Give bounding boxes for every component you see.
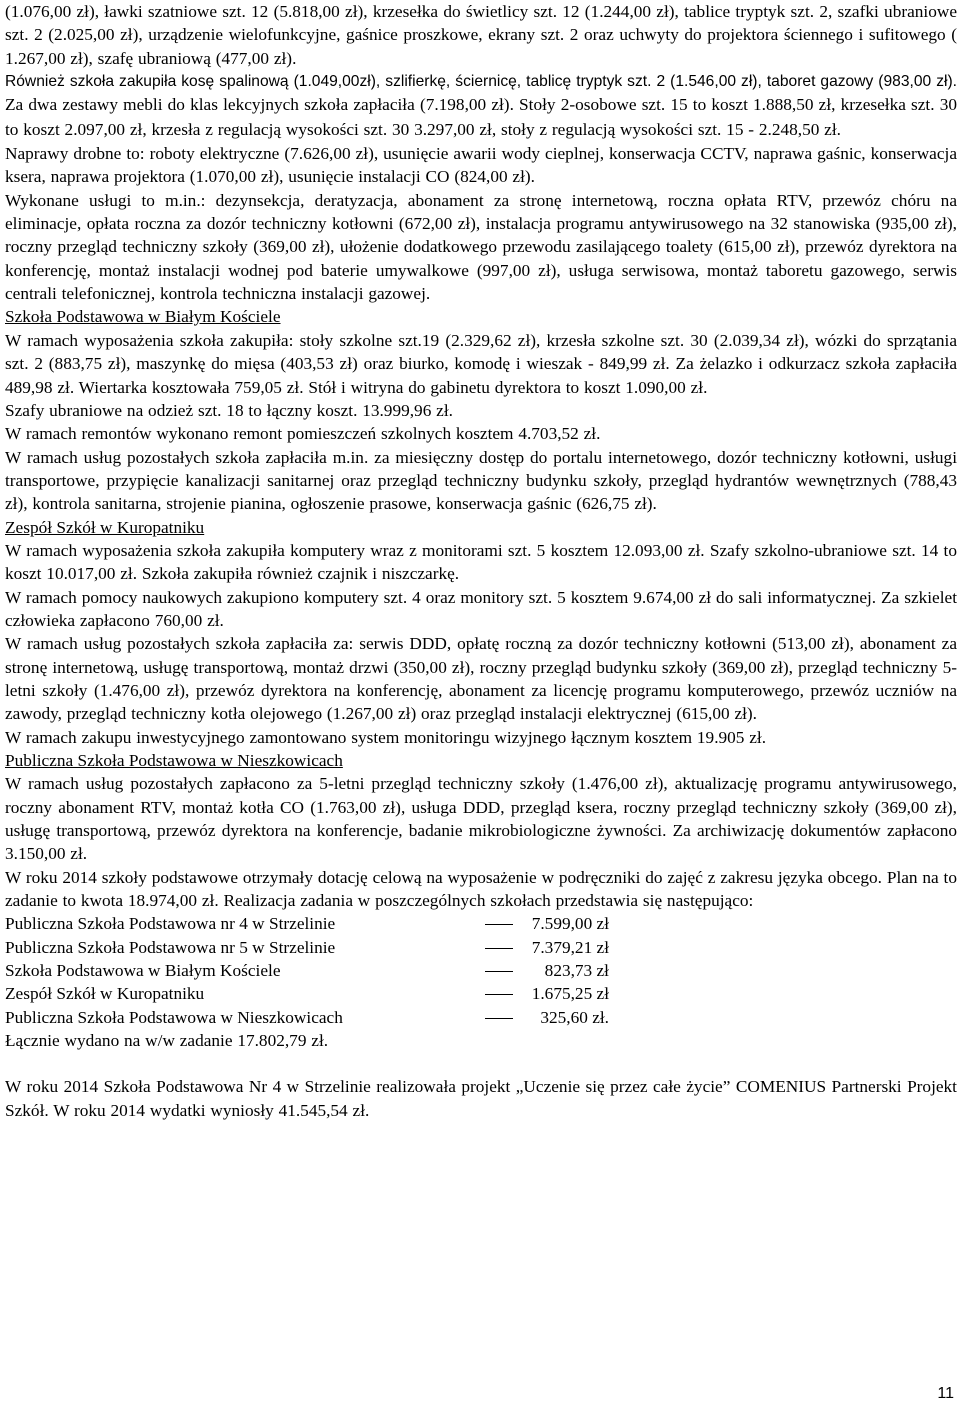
- list-item-name: Publiczna Szkoła Podstawowa w Nieszkowicach: [5, 1007, 343, 1027]
- paragraph-total-spent: Łącznie wydano na w/w zadanie 17.802,79 zł.: [5, 1031, 329, 1051]
- dash: [467, 982, 513, 1005]
- paragraph-bialy-kosciol-renovation: W ramach remontów wykonano remont pomieszczeń szkolnych kosztem 4.703,52 zł.: [5, 424, 601, 444]
- paragraph-comenius-project: W roku 2014 Szkoła Podstawowa Nr 4 w Strzelinie realizowała projekt „Uczenie się przez całe życie” COMENIUS Partnerski Projekt Szkół. W roku 2014 wydatki wyniosły 41.545,54 zł.: [5, 1077, 957, 1120]
- list-item-name: Publiczna Szkoła Podstawowa nr 5 w Strzelinie: [5, 937, 336, 957]
- subsidy-list: [5, 912, 957, 1029]
- paragraph-kuropatnik-services: W ramach usług pozostałych szkoła zapłaciła za: serwis DDD, opłatę roczną za dozór techniczny kotłowni (513,00 zł), abonament za stronę internetową, usługę transportową, montaż drzwi (350,00 zł), roczny przegląd budynku szkoły (369,00 zł), przegląd techniczny 5-letni szkoły (1.476,00 zł), przewóz dyrektora na konferencję, abonament za licencję programu komputerowego, przewóz uczniów na zawody, przegląd techniczny kotła olejowego (1.267,00 zł) oraz przegląd instalacji elektrycznej (615,00 zł).: [5, 634, 957, 724]
- dash: [467, 912, 513, 935]
- spacer: [5, 1052, 957, 1075]
- paragraph-kuropatnik-equipment: W ramach wyposażenia szkoła zakupiła komputery wraz z monitorami szt. 5 kosztem 12.093,00 zł. Szafy szkolno-ubraniowe szt. 14 to koszt 10.017,00 zł. Szkoła zakupiła również czajnik i niszczarkę.: [5, 540, 957, 584]
- document-page: [5, 0, 957, 1122]
- paragraph-bialy-kosciol-services: W ramach usług pozostałych szkoła zapłaciła m.in. za miesięczny dostęp do portalu internetowego, dozór techniczny kotłowni, usługi transportowe, przypięcie kanalizacji sanitarnej oraz przegląd techniczny budynku szkoły, przegląd hydrantów wewnętrznych (788,43 zł), kontrola sanitarna, strojenie pianina, ogłoszenie prasowe, konserwacja gaśnic (626,75 zł).: [5, 447, 957, 514]
- list-item: [5, 912, 957, 935]
- section-heading-nieszkowice: Publiczna Szkoła Podstawowa w Nieszkowicach: [5, 751, 343, 770]
- list-item-value: 823,73 zł: [544, 961, 609, 981]
- dash: [467, 936, 513, 959]
- paragraph-bialy-kosciol-equipment: W ramach wyposażenia szkoła zakupiła: stoły szkolne szt.19 (2.329,62 zł), krzesła szkolne szt. 30 (2.039,34 zł), wózki do sprzątania szt. 2 (883,75 zł), maszynkę do mięsa (403,53 zł) oraz biurko, komodę i wieszak - 849,99 zł. Za żelazko i odkurzacz szkoła zapłaciła 489,98 zł. Wiertarka kosztowała 759,05 zł. Stół i witryna do gabinetu dyrektora to koszt 1.090,00 zł.: [5, 330, 957, 397]
- section-heading-kuropatnik: Zespół Szkół w Kuropatniku: [5, 517, 205, 537]
- dash: [467, 959, 513, 982]
- paragraph-equipment-continued: (1.076,00 zł), ławki szatniowe szt. 12 (5.818,00 zł), krzesełka do świetlicy szt. 12 (1.244,00 zł), tablice tryptyk szt. 2, szafki ubraniowe szt. 2 (2.025,00 zł), urządzenie wielofunkcyjne, gaśnice proszkowe, ekrany szt. 2 oraz uchwyty do projektora ściennego i sufitowego ( 1.267,00 zł), szafę ubraniową (477,00 zł).: [5, 2, 957, 68]
- section-heading-bialy-kosciol: Szkoła Podstawowa w Białym Kościele: [5, 307, 281, 327]
- paragraph-services: Wykonane usługi to m.in.: dezynsekcja, deratyzacja, abonament za stronę internetową, roczna opłata RTV, przewóz chóru na eliminacje, opłata roczna za dozór techniczny kotłowni (672,00 zł), instalacja programu antywirusowego na 32 stanowiska (935,00 zł), roczny przegląd techniczny szkoły (369,00 zł), ułożenie dodatkowego przewodu zasilającego toalety (615,00 zł), przewóz dyrektora na konferencję, montaż instalacji wodnej pod baterie umywalkowe (997,00 zł), usługa serwisowa, montaż taboretu gazowego, serwis centrali telefonicznej, kontrola techniczna instalacji gazowej.: [5, 190, 957, 304]
- list-item-value: 7.599,00 zł: [531, 914, 609, 934]
- list-item: [5, 959, 957, 982]
- text-furniture-sets: Za dwa zestawy mebli do klas lekcyjnych szkoła zapłaciła (7.198,00 zł). Stoły 2-osobowe szt. 15 to koszt 1.888,50 zł, krzesełka szt. 30 to koszt 2.097,00 zł, krzesła z regulacją wysokości szt. 30 3.297,00 zł, stoły z regulacją wysokości szt. 15 - 2.248,50 zł.: [5, 95, 957, 139]
- paragraph-textbook-subsidy: W roku 2014 szkoły podstawowe otrzymały dotację celową na wyposażenie w podręczniki do zajęć z zakresu języka obcego. Plan na to zadanie to kwota 18.974,00 zł. Realizacja zadania w poszczególnych szkołach przedstawia się następująco:: [5, 867, 957, 911]
- list-item-value: 1.675,25 zł: [531, 984, 609, 1004]
- paragraph-additional-purchases: [5, 70, 957, 142]
- paragraph-kuropatnik-investment: W ramach zakupu inwestycyjnego zamontowano system monitoringu wizyjnego łącznym kosztem 19.905 zł.: [5, 727, 767, 747]
- list-item-name: Publiczna Szkoła Podstawowa nr 4 w Strzelinie: [5, 914, 336, 934]
- page-number: 11: [937, 1385, 954, 1402]
- list-item-value: 7.379,21 zł: [531, 937, 609, 957]
- list-item: [5, 982, 957, 1005]
- list-item-name: Zespół Szkół w Kuropatniku: [5, 984, 205, 1004]
- dash: [467, 1006, 513, 1029]
- list-item-name: Szkoła Podstawowa w Białym Kościele: [5, 961, 281, 981]
- paragraph-nieszkowice-services: W ramach usług pozostałych zapłacono za 5-letni przegląd techniczny szkoły (1.476,00 zł), aktualizację programu antywirusowego, roczny abonament RTV, montaż kotła CO (1.763,00 zł), usługa DDD, przegląd ksera, roczny przegląd techniczny szkoły (369,00 zł), usługę transportową, przewóz dyrektora na konferencje, badanie mikrobiologiczne żywności. Za archiwizację dokumentów zapłacono 3.150,00 zł.: [5, 774, 957, 864]
- paragraph-kuropatnik-teaching-aids: W ramach pomocy naukowych zakupiono komputery szt. 4 oraz monitory szt. 5 kosztem 9.674,00 zł do sali informatycznej. Za szkielet człowieka zapłacono 760,00 zł.: [5, 587, 957, 630]
- list-item: [5, 936, 957, 959]
- text-additional-purchases: Również szkoła zakupiła kosę spalinową (1.049,00zł), szlifierkę, ściernicę, tablicę tryptyk szt. 2 (1.546,00 zł), taboret gazowy (983,00 zł).: [5, 73, 957, 91]
- paragraph-bialy-kosciol-wardrobes: Szafy ubraniowe na odzież szt. 18 to łączny koszt. 13.999,96 zł.: [5, 400, 453, 420]
- paragraph-minor-repairs: Naprawy drobne to: roboty elektryczne (7.626,00 zł), usunięcie awarii wody cieplnej, konserwacja CCTV, naprawa gaśnic, konserwacja ksera, naprawa projektora (1.070,00 zł), usunięcie instalacji CO (824,00 zł).: [5, 144, 957, 187]
- list-item-value: 325,60 zł.: [540, 1007, 609, 1027]
- list-item: [5, 1006, 957, 1029]
